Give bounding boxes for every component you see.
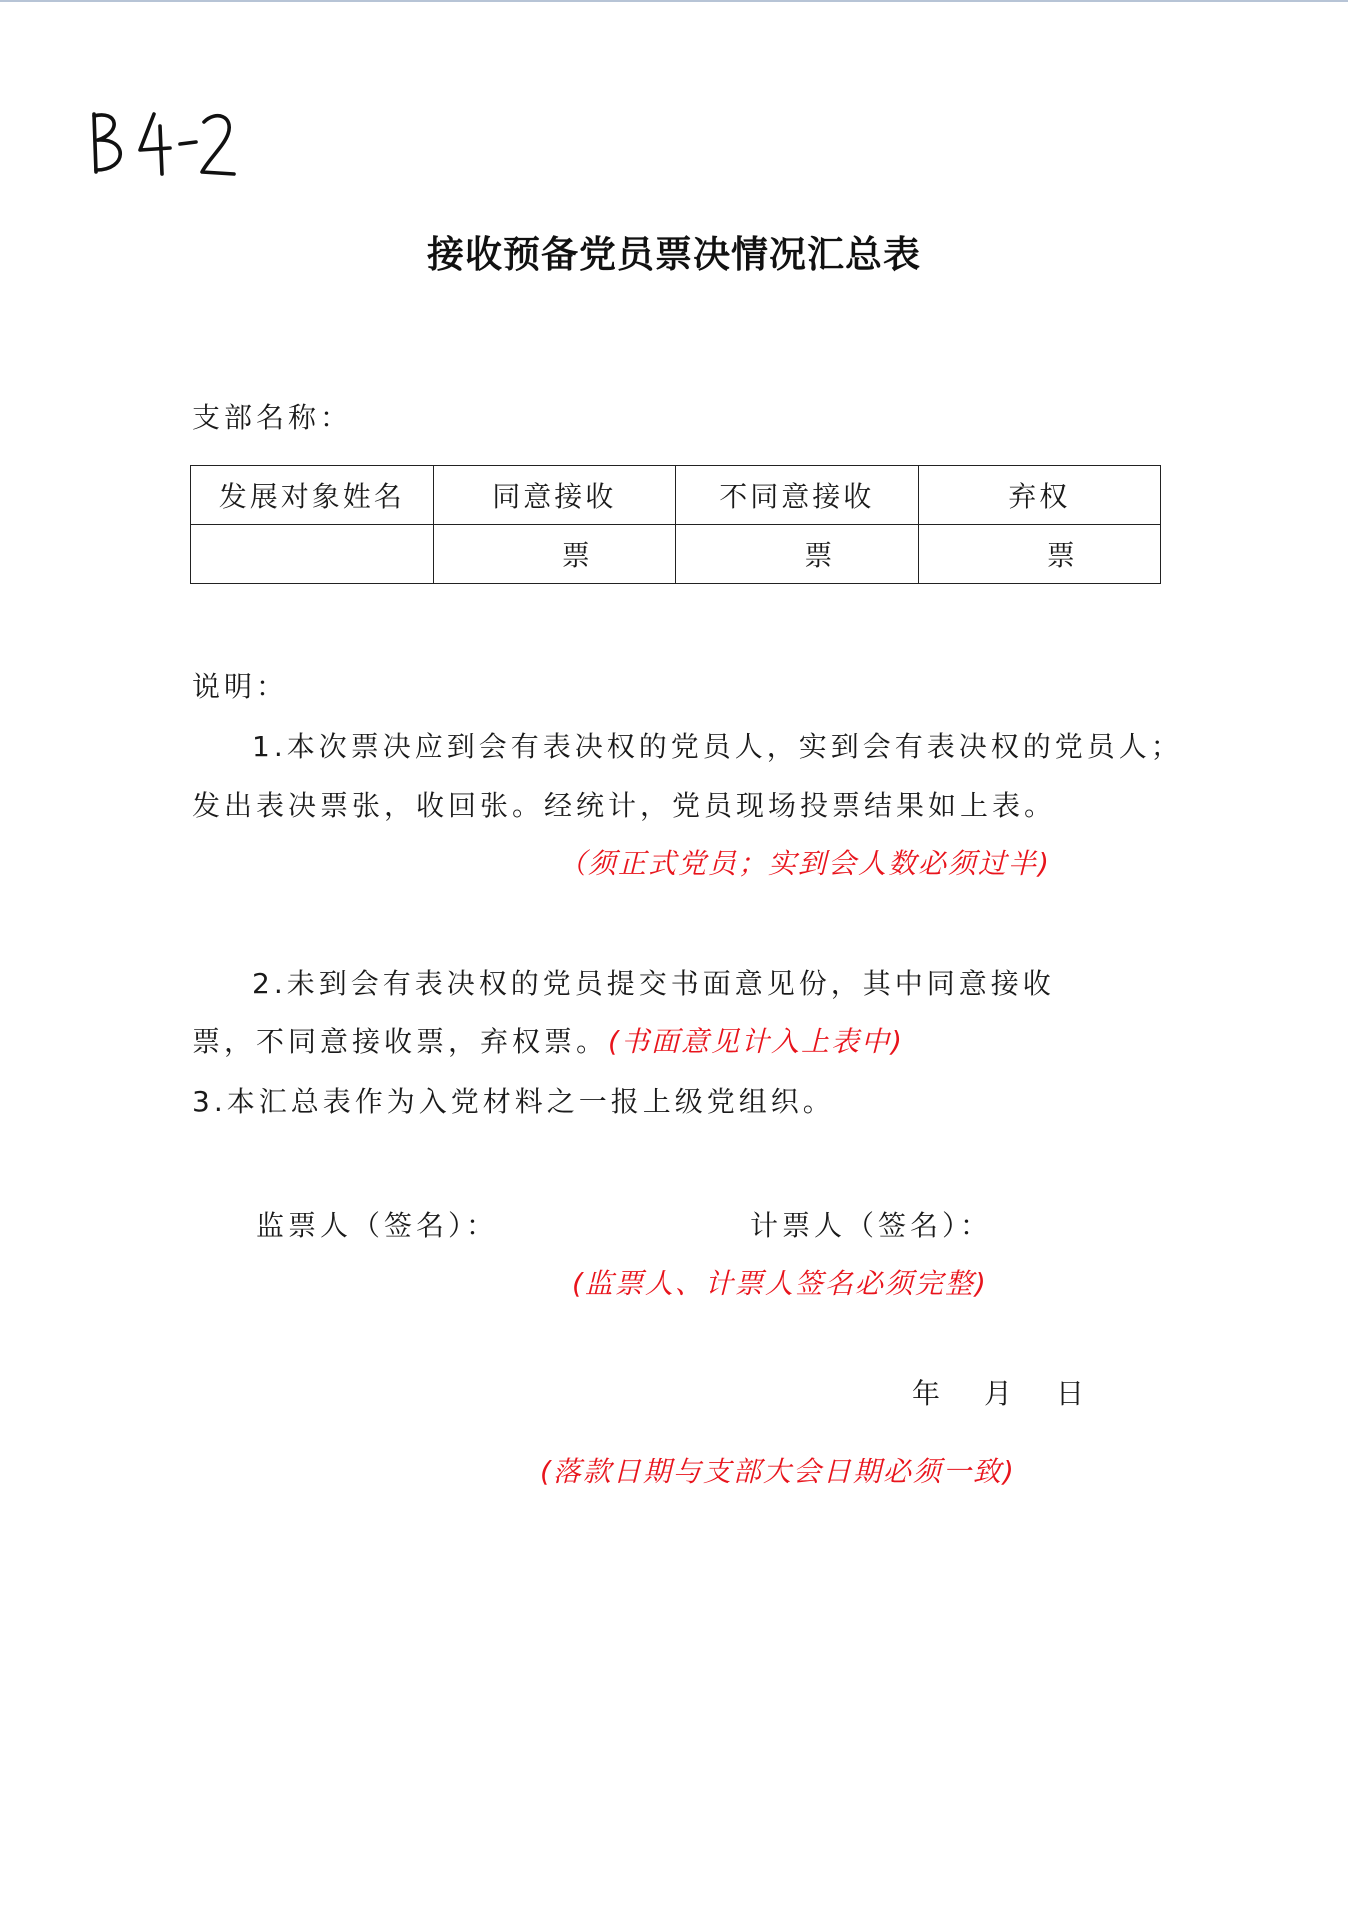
table-row: [191, 525, 1161, 584]
page-top-border: [0, 0, 1348, 2]
date-remark: (落款日期与支部大会日期必须一致): [540, 1455, 1016, 1488]
cell-candidate-name[interactable]: [191, 525, 434, 584]
date-month: 月: [984, 1377, 1017, 1410]
branch-name-label: 支部名称：: [192, 401, 353, 434]
counter-signature-label: 计票人（签名）：: [750, 1209, 993, 1242]
cell-abstain-votes[interactable]: [918, 525, 1161, 584]
note-item-2-line-1: 2.未到会有表决权的党员提交书面意见份，其中同意接收: [252, 967, 1055, 1000]
note-item-1-line-2: 发出表决票张，收回张。经统计，党员现场投票结果如上表。: [192, 789, 1057, 822]
signature-remark: (监票人、计票人签名必须完整): [572, 1267, 988, 1300]
note-item-1-line-1: 1.本次票决应到会有表决权的党员人，实到会有表决权的党员人；: [252, 730, 1183, 763]
date-year: 年: [912, 1377, 945, 1410]
note-item-2-remark: (书面意见计入上表中): [608, 1025, 904, 1058]
handwritten-document-code: [88, 108, 238, 180]
header-candidate-name: 发展对象姓名: [191, 466, 434, 525]
document-title: 接收预备党员票决情况汇总表: [427, 233, 921, 276]
note-item-3: 3.本汇总表作为入党材料之一报上级党组织。: [192, 1085, 835, 1118]
unit-votes: 票: [804, 539, 836, 572]
monitor-signature-label: 监票人（签名）：: [256, 1209, 499, 1242]
header-abstain: 弃权: [918, 466, 1161, 525]
header-agree: 同意接收: [433, 466, 676, 525]
date-line: [912, 1372, 1128, 1412]
cell-agree-votes[interactable]: [433, 525, 676, 584]
notes-heading: 说明：: [192, 670, 289, 703]
unit-votes: 票: [1046, 539, 1078, 572]
note-item-2-text: 票，不同意接收票，弃权票。: [192, 1025, 609, 1058]
header-disagree: 不同意接收: [676, 466, 919, 525]
table-header-row: [191, 466, 1161, 525]
note-item-2-line-2: [192, 1020, 904, 1060]
date-day: 日: [1056, 1377, 1089, 1410]
vote-summary-table: [190, 465, 1161, 584]
unit-votes: 票: [561, 539, 593, 572]
note-item-1-remark: （须正式党员；实到会人数必须过半): [558, 847, 1051, 880]
cell-disagree-votes[interactable]: [676, 525, 919, 584]
